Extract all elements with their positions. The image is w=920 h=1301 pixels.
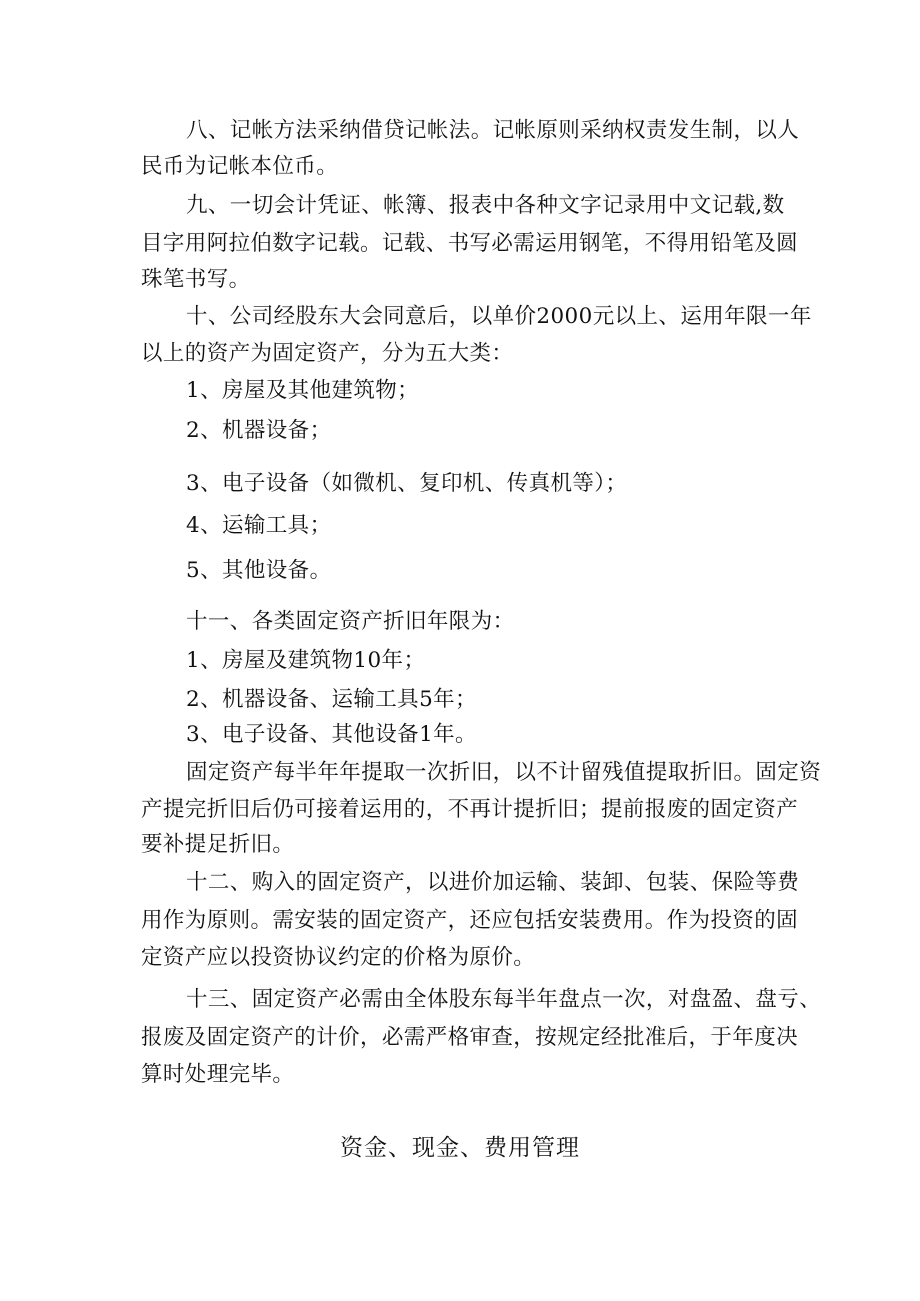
asset-class-4: 4、运输工具； <box>186 513 332 538</box>
depreciation-item-1: 1、房屋及建筑物10年； <box>186 648 426 673</box>
paragraph-12-line-2: 用作为原则。需安装的固定资产，还应包括安装费用。作为投资的固 <box>141 908 799 933</box>
paragraph-8-line-1: 八、记帐方法采纳借贷记帐法。记帐原则采纳权责发生制，以人 <box>186 118 800 143</box>
asset-class-5: 5、其他设备。 <box>186 558 332 583</box>
depreciation-note-line-3: 要补提足折旧。 <box>141 832 295 857</box>
paragraph-10-line-2: 以上的资产为固定资产，分为五大类： <box>141 341 514 366</box>
paragraph-11-line-1: 十一、各类固定资产折旧年限为： <box>186 609 515 634</box>
depreciation-item-2: 2、机器设备、运输工具5年； <box>186 687 477 712</box>
asset-class-1: 1、房屋及其他建筑物； <box>186 378 420 403</box>
paragraph-9-line-3: 珠笔书写。 <box>141 267 251 292</box>
paragraph-13-line-1: 十三、固定资产必需由全体股东每半年盘点一次，对盘盈、盘亏、 <box>186 987 822 1012</box>
paragraph-9-line-1: 九、一切会计凭证、帐簿、报表中各种文字记录用中文记载,数 <box>186 193 785 218</box>
paragraph-12-line-1: 十二、购入的固定资产，以进价加运输、装卸、包装、保险等费 <box>186 870 800 895</box>
paragraph-12-line-3: 定资产应以投资协议约定的价格为原价。 <box>141 945 536 970</box>
depreciation-item-3: 3、电子设备、其他设备1年。 <box>186 722 477 747</box>
depreciation-note-line-1: 固定资产每半年年提取一次折旧，以不计留残值提取折旧。固定资 <box>186 760 822 785</box>
paragraph-8-line-2: 民币为记帐本位币。 <box>141 154 339 179</box>
asset-class-3: 3、电子设备（如微机、复印机、传真机等）； <box>186 471 628 496</box>
paragraph-10-line-1: 十、公司经股东大会同意后，以单价2000元以上、运用年限一年 <box>186 304 812 329</box>
paragraph-9-line-2: 目字用阿拉伯数字记载。记载、书写必需运用钢笔，不得用铅笔及圆 <box>141 231 799 256</box>
asset-class-2: 2、机器设备； <box>186 418 332 443</box>
paragraph-13-line-2: 报废及固定资产的计价，必需严格审查，按规定经批准后，于年度决 <box>141 1025 799 1050</box>
depreciation-note-line-2: 产提完折旧后仍可接着运用的，不再计提折旧；提前报废的固定资产 <box>141 797 799 822</box>
paragraph-13-line-3: 算时处理完毕。 <box>141 1062 295 1087</box>
section-title: 资金、现金、费用管理 <box>340 1135 580 1161</box>
